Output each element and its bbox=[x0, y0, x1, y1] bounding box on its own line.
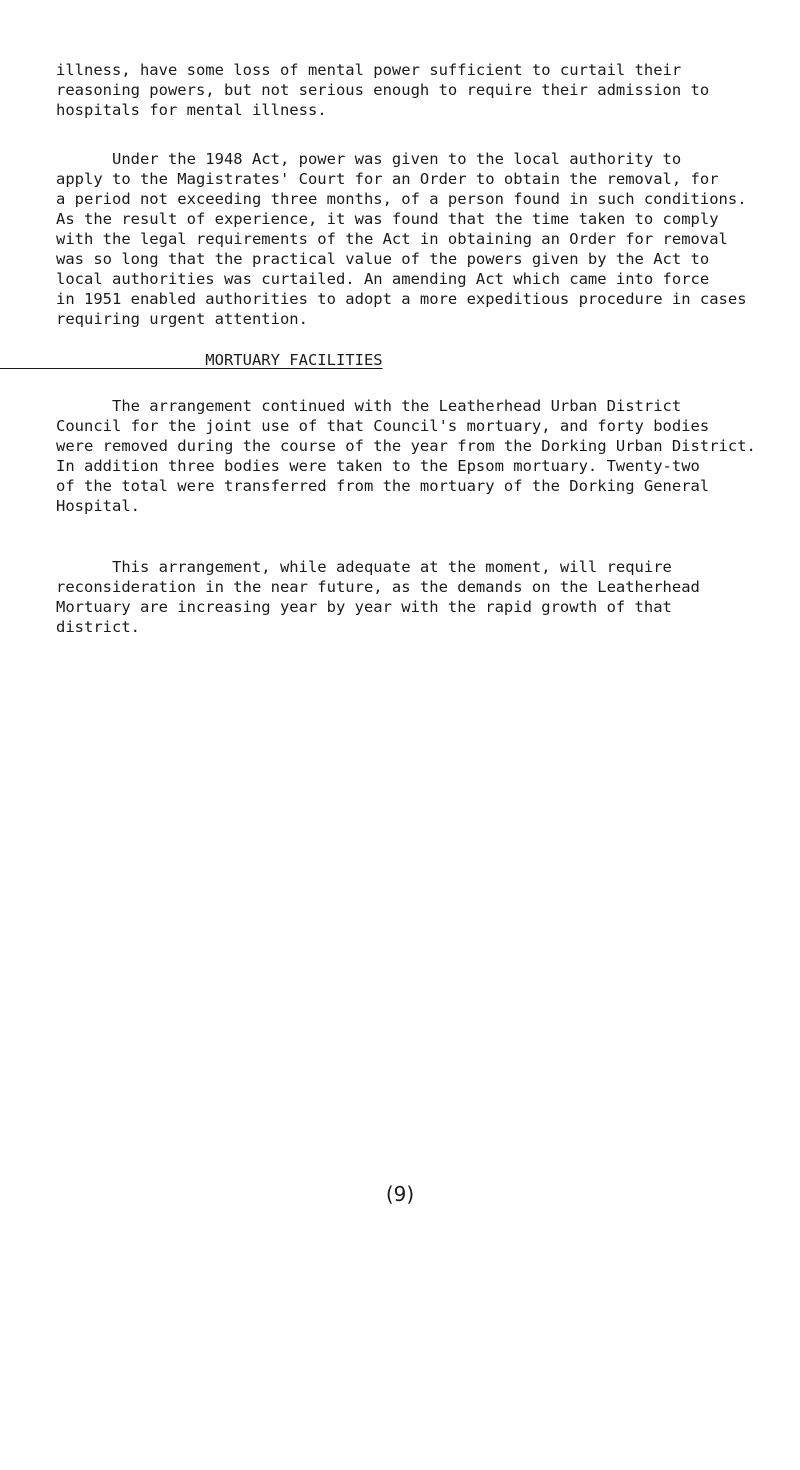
text-line: was so long that the practical value of the powers given by the Act to bbox=[0, 250, 710, 268]
text-line: reasoning powers, but not serious enough to require their admission to bbox=[0, 81, 710, 99]
paragraph-mental-illness-continuation bbox=[0, 60, 800, 120]
text-line: requiring urgent attention. bbox=[0, 310, 308, 328]
text-line: This arrangement, while adequate at the moment, will require bbox=[0, 558, 672, 576]
text-line: with the legal requirements of the Act in obtaining an Order for removal bbox=[0, 230, 728, 248]
paragraph-1948-act bbox=[0, 149, 800, 329]
text-line: illness, have some loss of mental power sufficient to curtail their bbox=[0, 61, 682, 79]
page-number: (9) bbox=[385, 1182, 415, 1206]
text-line: The arrangement continued with the Leatherhead Urban District bbox=[0, 397, 682, 415]
text-line: hospitals for mental illness. bbox=[0, 101, 327, 119]
text-line: were removed during the course of the year from the Dorking Urban District. bbox=[0, 437, 756, 455]
text-line: Hospital. bbox=[0, 497, 140, 515]
text-line: Mortuary are increasing year by year with the rapid growth of that bbox=[0, 598, 672, 616]
text-line: Under the 1948 Act, power was given to the local authority to bbox=[0, 150, 682, 168]
text-line: apply to the Magistrates' Court for an Order to obtain the removal, for bbox=[0, 170, 719, 188]
text-line: district. bbox=[0, 618, 140, 636]
text-line: reconsideration in the near future, as the demands on the Leatherhead bbox=[0, 578, 700, 596]
paragraph-reconsideration bbox=[0, 557, 800, 637]
heading-text: MORTUARY FACILITIES bbox=[0, 351, 383, 369]
text-line: of the total were transferred from the mortuary of the Dorking General bbox=[0, 477, 710, 495]
text-line: As the result of experience, it was found that the time taken to comply bbox=[0, 210, 719, 228]
text-line: in 1951 enabled authorities to adopt a more expeditious procedure in cases bbox=[0, 290, 747, 308]
text-line: In addition three bodies were taken to the Epsom mortuary. Twenty-two bbox=[0, 457, 700, 475]
text-line: local authorities was curtailed. An amending Act which came into force bbox=[0, 270, 710, 288]
text-line: Council for the joint use of that Council's mortuary, and forty bodies bbox=[0, 417, 710, 435]
paragraph-mortuary-arrangement bbox=[0, 396, 800, 516]
text-line: a period not exceeding three months, of a person found in such conditions. bbox=[0, 190, 747, 208]
section-heading-mortuary-facilities bbox=[0, 350, 800, 370]
